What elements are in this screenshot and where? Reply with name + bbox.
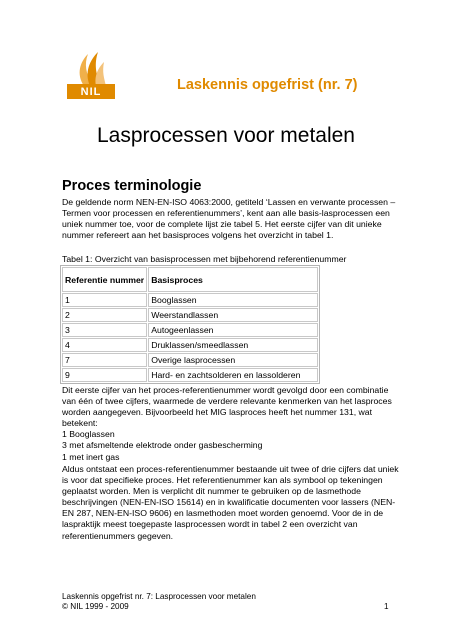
cell-process: Hard- en zachtsolderen en lassolderen <box>148 368 318 382</box>
cell-number: 3 <box>62 323 147 337</box>
cell-process: Overige lasprocessen <box>148 353 318 367</box>
page-title: Lasprocessen voor metalen <box>97 124 355 147</box>
table-header-row <box>62 267 318 292</box>
column-header-reference: Referentie nummer <box>62 267 147 292</box>
cell-number: 9 <box>62 368 147 382</box>
logo-text: NIL <box>67 84 115 99</box>
cell-number: 2 <box>62 308 147 322</box>
intro-paragraph: De geldende norm NEN-EN-ISO 4063:2000, getiteld ‘Lassen en verwante processen – Termen voor processen en referentienummers’, kent aan alle basis-lasprocessen een uniek nummer toe, voor de complete lijst zie tabel 5. Het eerste cijfer van dit unieke nummer refereert aan het basisproces volgens het overzicht in tabel 1. <box>62 197 396 241</box>
explanation-line: 1 Booglassen <box>62 429 115 440</box>
table-row <box>62 353 318 367</box>
cell-number: 4 <box>62 338 147 352</box>
table-caption: Tabel 1: Overzicht van basisprocessen met bijbehorend referentienummer <box>62 254 347 264</box>
table-row <box>62 308 318 322</box>
cell-number: 7 <box>62 353 147 367</box>
explanation-paragraph <box>62 385 402 463</box>
table-row <box>62 368 318 382</box>
cell-process: Autogeenlassen <box>148 323 318 337</box>
welding-flame-icon <box>62 50 118 108</box>
column-header-process: Basisproces <box>148 267 318 292</box>
table-row <box>62 293 318 307</box>
cell-process: Booglassen <box>148 293 318 307</box>
page-footer <box>62 592 256 612</box>
closing-paragraph: Aldus ontstaat een proces-referentienummer bestaande uit twee of drie cijfers dat uniek is voor dat specifieke proces. Het referentienummer kan als symbool op tekeningen geplaatst worden. Men is verplicht dit nummer te gebruiken op de lasmethode beschrijvingen (NEN-EN-ISO 15614) en in kwalificatie documenten voor lassers (NEN-EN 287, NEN-EN-ISO 9606) en lasmethoden moet worden genoemd. Voor de in de laspraktijk meest toegepaste lasprocessen wordt in tabel 2 een overzicht van referentienummers gegeven. <box>62 464 399 541</box>
cell-process: Druklassen/smeedlassen <box>148 338 318 352</box>
table-row <box>62 323 318 337</box>
cell-number: 1 <box>62 293 147 307</box>
cell-process: Weerstandlassen <box>148 308 318 322</box>
footer-copyright: © NIL 1999 - 2009 <box>62 602 129 611</box>
explanation-line: 3 met afsmeltende elektrode onder gasbescherming <box>62 440 263 451</box>
section-title: Proces terminologie <box>62 178 202 194</box>
explanation-line: 1 met inert gas <box>62 451 120 462</box>
table-row <box>62 338 318 352</box>
series-title: Laskennis opgefrist (nr. 7) <box>177 77 358 93</box>
reference-number-table <box>60 265 320 384</box>
footer-title: Laskennis opgefrist nr. 7: Lasprocessen voor metalen <box>62 592 256 601</box>
page-number: 1 <box>384 602 389 611</box>
explanation-text: Dit eerste cijfer van het proces-referentienummer wordt gevolgd door een combinatie van één of twee cijfers, waarmede de verdere relevante kenmerken van het lasproces worden aangegeven. Bijvoorbeeld het MIG lasproces heeft het nummer 131, wat betekent: <box>62 385 392 429</box>
nil-logo <box>62 50 118 108</box>
